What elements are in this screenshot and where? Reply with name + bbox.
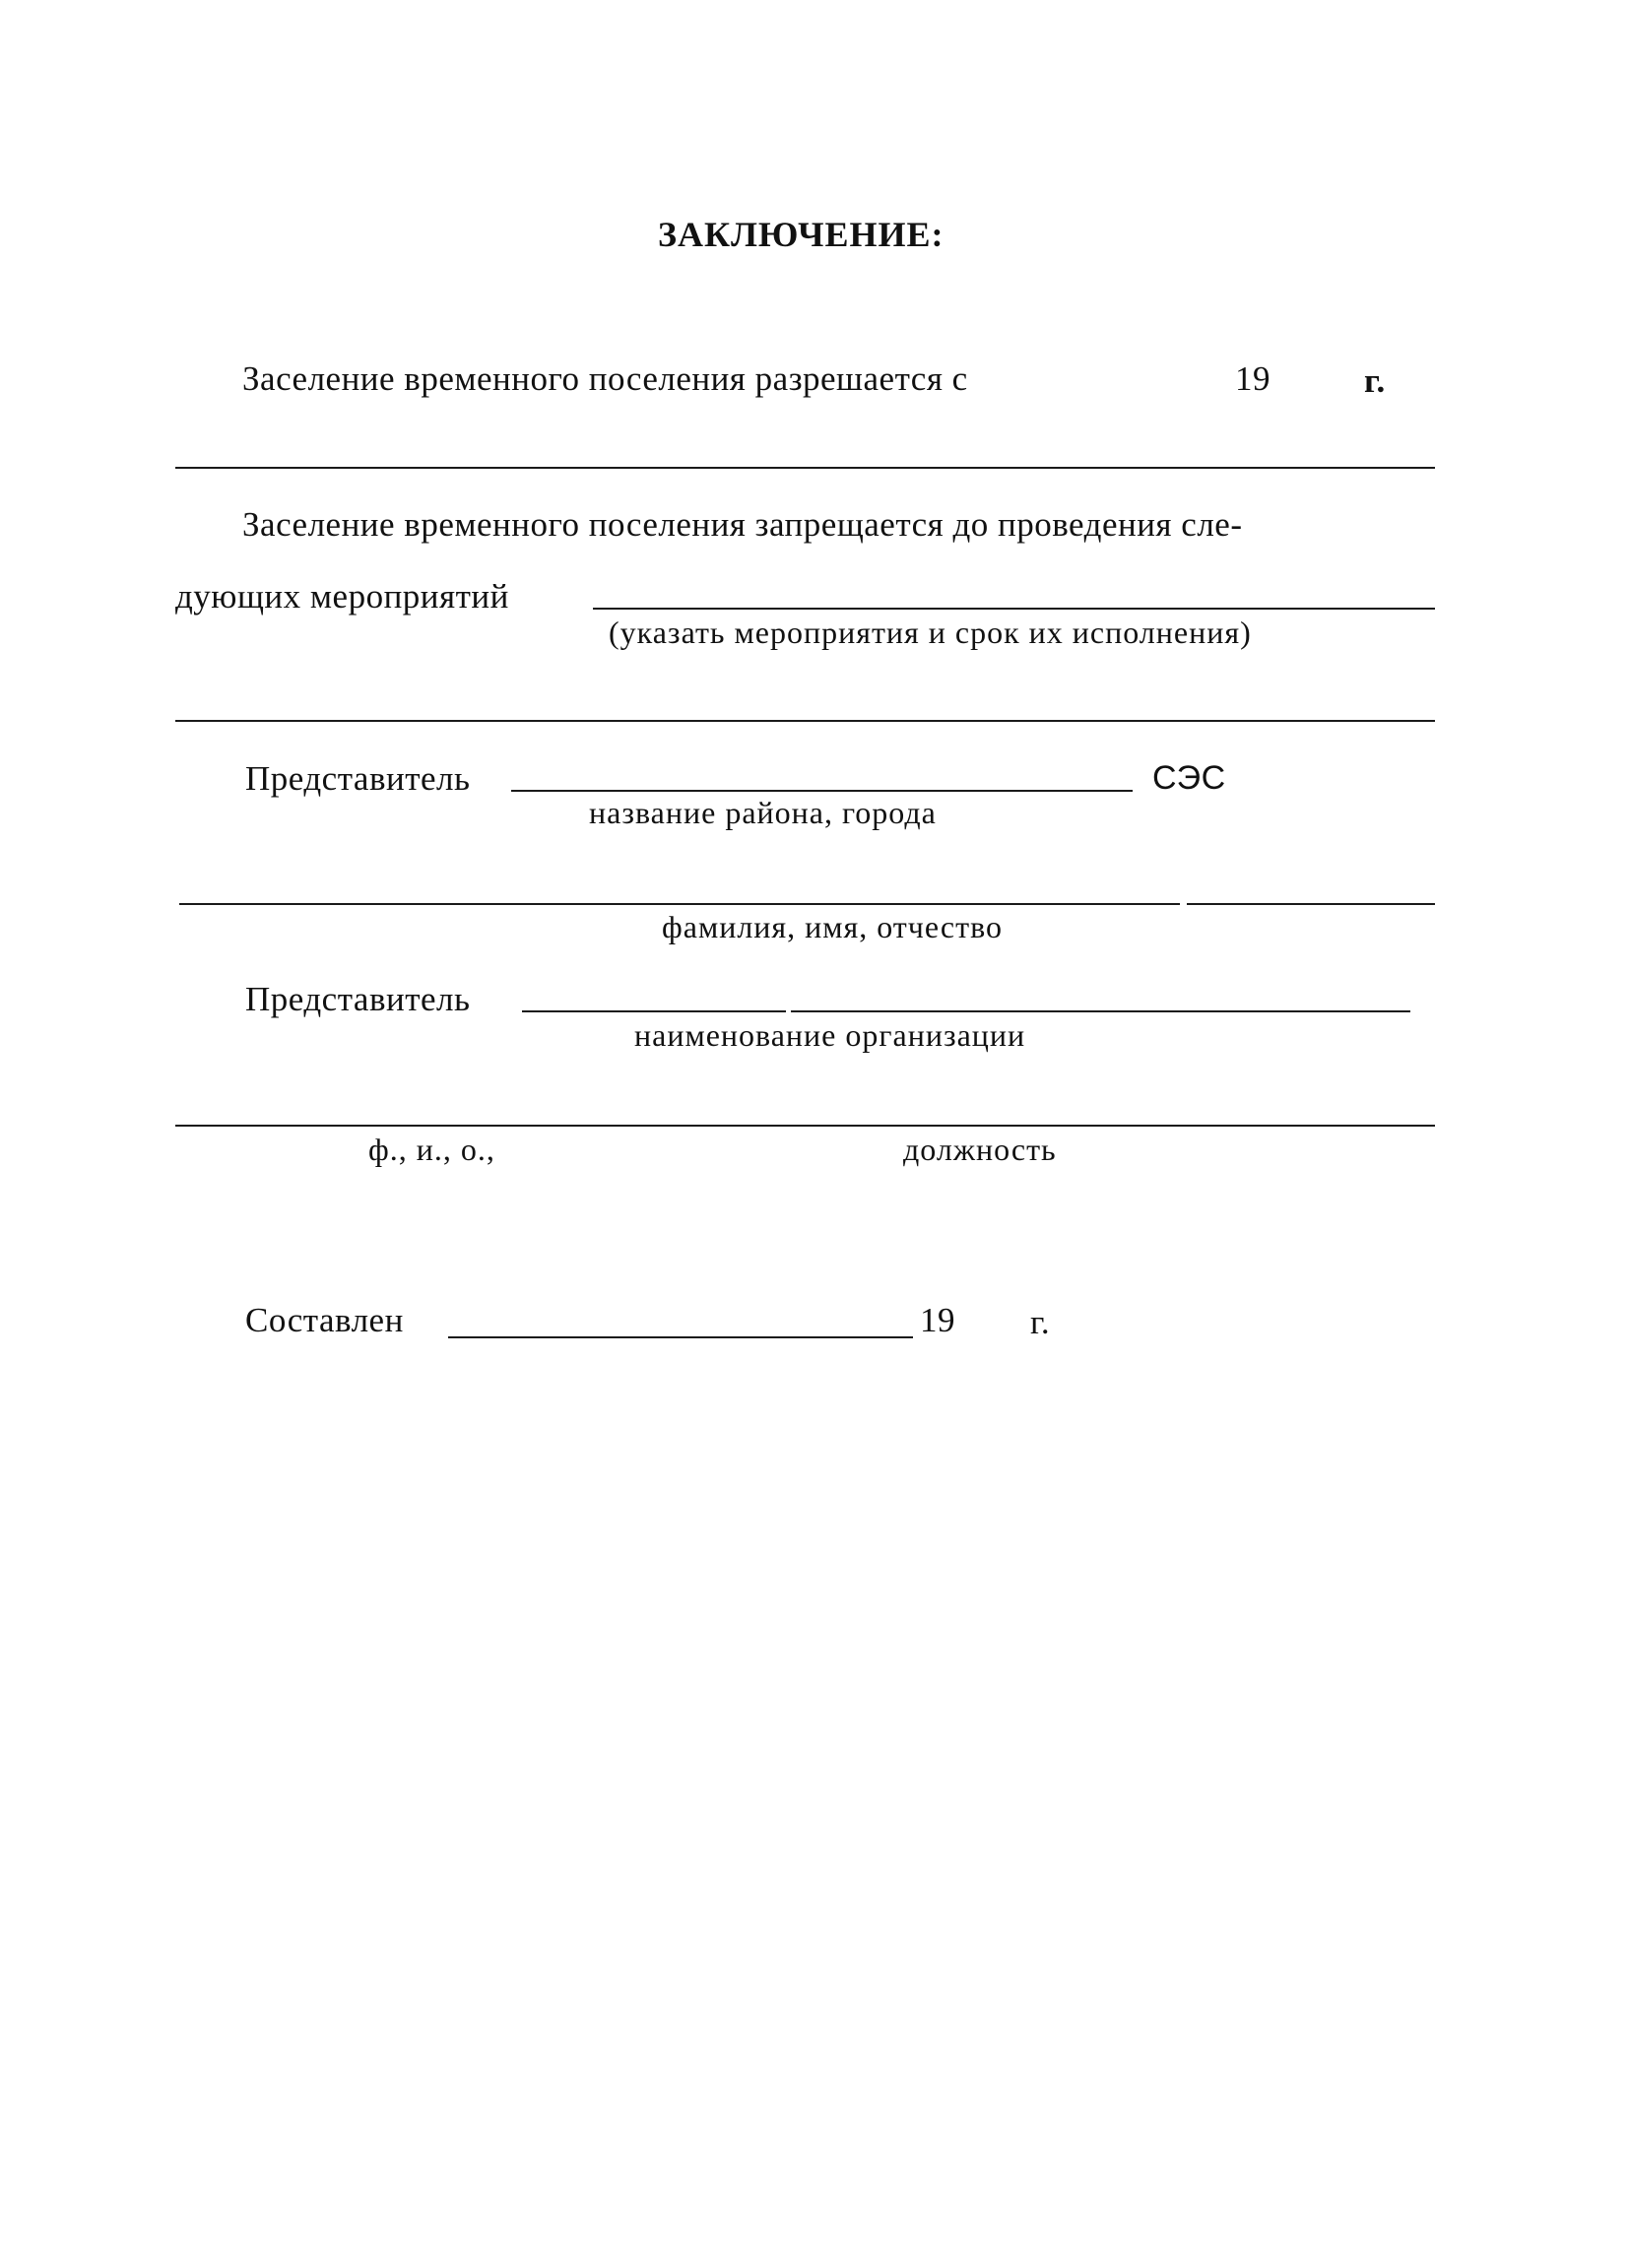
permission-year-prefix: 19 bbox=[1235, 359, 1271, 398]
compiled-year-suffix: г. bbox=[1030, 1303, 1051, 1341]
prohibition-text-line2: дующих мероприятий bbox=[175, 577, 509, 616]
representative2-org-caption: наименование организации bbox=[634, 1017, 1026, 1053]
representative1-area-caption: название района, города bbox=[589, 795, 937, 830]
representative2-fio-caption: ф., и., о., bbox=[368, 1132, 495, 1167]
representative1-name-caption: фамилия, имя, отчество bbox=[662, 909, 1003, 944]
compiled-date-rule bbox=[448, 1336, 913, 1338]
prohibition-text-line1: Заселение временного поселения запрещается до проведения сле- bbox=[242, 505, 1243, 544]
representative2-org-rule-b bbox=[791, 1010, 1410, 1012]
measures-extra-rule bbox=[175, 720, 1435, 722]
representative2-label: Представитель bbox=[245, 980, 471, 1018]
representative1-label: Представитель bbox=[245, 759, 471, 798]
representative2-position-caption: должность bbox=[903, 1132, 1057, 1167]
representative1-area-rule bbox=[511, 790, 1133, 792]
document-title: ЗАКЛЮЧЕНИЕ: bbox=[658, 215, 945, 254]
representative1-name-rule-a bbox=[179, 903, 1180, 905]
permission-year-suffix: г. bbox=[1364, 361, 1386, 400]
compiled-year-prefix: 19 bbox=[920, 1301, 955, 1339]
compiled-label: Составлен bbox=[245, 1301, 404, 1339]
permission-rule bbox=[175, 467, 1435, 469]
permission-text: Заселение временного поселения разрешается с bbox=[242, 359, 968, 398]
measures-caption: (указать мероприятия и срок их исполнения) bbox=[609, 615, 1252, 650]
measures-field-rule bbox=[593, 608, 1435, 610]
representative1-name-rule-b bbox=[1187, 903, 1435, 905]
representative2-org-rule-a bbox=[522, 1010, 786, 1012]
representative1-ses: СЭС bbox=[1152, 759, 1226, 797]
representative2-fio-rule bbox=[175, 1125, 1435, 1127]
